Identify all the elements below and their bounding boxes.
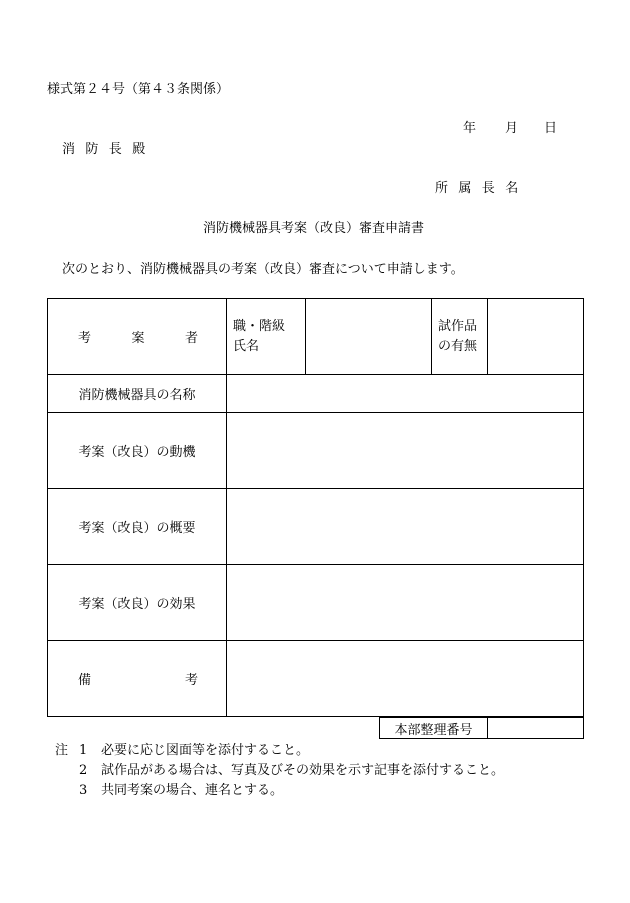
remarks-char-1: 備 [78,673,92,688]
effect-label: 考案（改良）の効果 [48,565,227,641]
addressee: 消防長殿 [62,142,156,157]
equipment-name-value-cell[interactable] [227,375,584,413]
note-text: 試作品がある場合は、写真及びその効果を示す記事を添付すること。 [101,763,505,778]
summary-label: 考案（改良）の概要 [48,489,227,565]
effect-row [48,565,584,641]
inventor-label [48,327,226,346]
motive-label: 考案（改良）の動機 [48,413,227,489]
prototype-value-cell[interactable] [488,299,584,375]
summary-value-cell[interactable] [227,489,584,565]
prototype-label-line-2: の有無 [438,338,478,354]
motive-row [48,413,584,489]
note-item [55,761,504,781]
name-label: 氏名 [233,338,260,354]
inventor-char-3: 者 [184,331,198,346]
note-number: 1 [79,743,88,758]
equipment-name-label: 消防機械器具の名称 [48,375,227,413]
reference-number-label: 本部整理番号 [380,718,488,739]
reference-number-table [379,717,584,739]
inventor-label-cell [48,299,227,375]
note-item [55,741,504,761]
date-day-label: 日 [544,121,558,136]
note-text: 必要に応じ図面等を添付すること。 [101,743,310,758]
note-number: 3 [79,783,88,798]
summary-row [48,489,584,565]
remarks-char-2: 考 [184,673,198,688]
effect-value-cell[interactable] [227,565,584,641]
note-text: 共同考案の場合、連名とする。 [101,783,284,798]
rank-name-label-cell [227,299,306,375]
inventor-char-1: 考 [78,331,92,346]
equipment-name-row [48,375,584,413]
motive-value-cell[interactable] [227,413,584,489]
applicant-label: 所属長名 [435,181,529,196]
application-table [47,298,584,717]
remarks-label [48,669,226,688]
inventor-row [48,299,584,375]
note-number: 2 [79,763,88,778]
date-year-label: 年 [463,121,477,136]
rank-label: 職・階級 [233,318,286,334]
prototype-label-line-1: 試作品 [438,318,478,334]
notes-header: 注 [55,743,69,758]
intro-text: 次のとおり、消防機械器具の考案（改良）審査について申請します。 [62,262,464,277]
notes [55,741,504,801]
rank-name-value-cell[interactable] [306,299,432,375]
prototype-label-cell [432,299,488,375]
document-title: 消防機械器具考案（改良）審査申請書 [203,221,425,236]
form-number: 様式第２４号（第４３条関係） [47,82,230,97]
remarks-value-cell[interactable] [227,641,584,717]
note-item [55,781,504,801]
date-month-label: 月 [505,121,519,136]
inventor-char-2: 案 [131,331,145,346]
reference-number-value-cell[interactable] [488,718,584,739]
remarks-row [48,641,584,717]
remarks-label-cell [48,641,227,717]
